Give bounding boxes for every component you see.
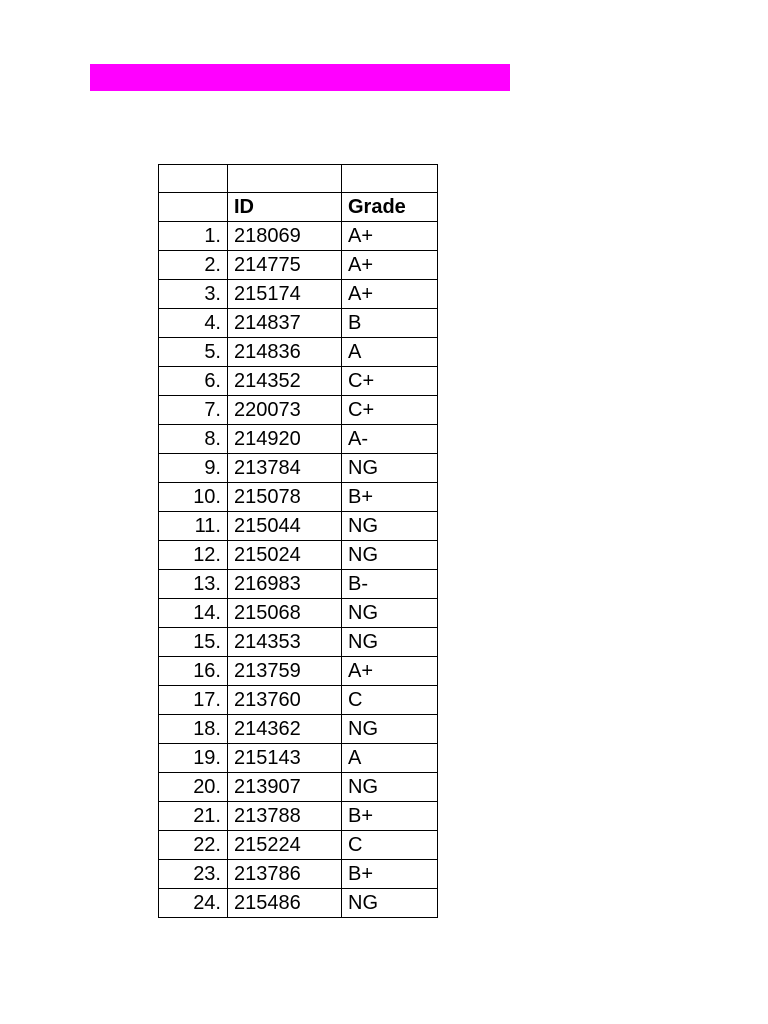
magenta-header-bar (90, 64, 510, 91)
table-row (159, 831, 438, 860)
row-number-cell: 16. (159, 657, 228, 686)
student-id-cell: 216983 (228, 570, 342, 599)
student-id-cell: 215078 (228, 483, 342, 512)
grade-cell: C (342, 686, 438, 715)
grade-cell: NG (342, 541, 438, 570)
student-id-cell: 214362 (228, 715, 342, 744)
empty-cell (159, 165, 228, 193)
student-id-cell: 215068 (228, 599, 342, 628)
grade-cell: B+ (342, 483, 438, 512)
student-id-cell: 214837 (228, 309, 342, 338)
grade-cell: NG (342, 889, 438, 918)
student-id-cell: 214920 (228, 425, 342, 454)
student-id-cell: 213907 (228, 773, 342, 802)
student-id-cell: 213759 (228, 657, 342, 686)
header-id-cell: ID (228, 193, 342, 222)
student-id-cell: 215224 (228, 831, 342, 860)
table-row (159, 309, 438, 338)
grade-cell: A+ (342, 251, 438, 280)
grade-cell: C+ (342, 396, 438, 425)
header-grade-cell: Grade (342, 193, 438, 222)
row-number-cell: 9. (159, 454, 228, 483)
row-number-cell: 8. (159, 425, 228, 454)
grade-cell: A (342, 744, 438, 773)
grade-cell: NG (342, 773, 438, 802)
grade-cell: C (342, 831, 438, 860)
student-id-cell: 213786 (228, 860, 342, 889)
table-row (159, 802, 438, 831)
table-row (159, 396, 438, 425)
grade-cell: A- (342, 425, 438, 454)
row-number-cell: 19. (159, 744, 228, 773)
table-row (159, 541, 438, 570)
table-row (159, 512, 438, 541)
grade-cell: A+ (342, 657, 438, 686)
student-id-cell: 215143 (228, 744, 342, 773)
grades-table (158, 164, 438, 918)
table-row (159, 483, 438, 512)
row-number-cell: 5. (159, 338, 228, 367)
student-id-cell: 215024 (228, 541, 342, 570)
row-number-cell: 13. (159, 570, 228, 599)
table-row (159, 367, 438, 396)
table-row (159, 338, 438, 367)
student-id-cell: 215486 (228, 889, 342, 918)
table-row (159, 657, 438, 686)
student-id-cell: 213788 (228, 802, 342, 831)
student-id-cell: 213784 (228, 454, 342, 483)
grade-cell: C+ (342, 367, 438, 396)
grade-cell: NG (342, 454, 438, 483)
student-id-cell: 214775 (228, 251, 342, 280)
row-number-cell: 21. (159, 802, 228, 831)
table-row (159, 715, 438, 744)
table-row (159, 251, 438, 280)
row-number-cell: 10. (159, 483, 228, 512)
grade-cell: B+ (342, 860, 438, 889)
table-row (159, 889, 438, 918)
row-number-cell: 7. (159, 396, 228, 425)
row-number-cell: 2. (159, 251, 228, 280)
row-number-cell: 3. (159, 280, 228, 309)
table-row (159, 599, 438, 628)
row-number-cell: 12. (159, 541, 228, 570)
table-row (159, 628, 438, 657)
table-row (159, 744, 438, 773)
grade-cell: A (342, 338, 438, 367)
empty-top-row (159, 165, 438, 193)
row-number-cell: 1. (159, 222, 228, 251)
grade-cell: B- (342, 570, 438, 599)
student-id-cell: 215044 (228, 512, 342, 541)
student-id-cell: 215174 (228, 280, 342, 309)
row-number-cell: 24. (159, 889, 228, 918)
row-number-cell: 22. (159, 831, 228, 860)
row-number-cell: 17. (159, 686, 228, 715)
grade-cell: B (342, 309, 438, 338)
row-number-cell: 11. (159, 512, 228, 541)
row-number-cell: 23. (159, 860, 228, 889)
table-row (159, 222, 438, 251)
grade-cell: A+ (342, 222, 438, 251)
table-row (159, 570, 438, 599)
table-row (159, 686, 438, 715)
student-id-cell: 213760 (228, 686, 342, 715)
table-row (159, 425, 438, 454)
row-number-cell: 18. (159, 715, 228, 744)
row-number-cell: 20. (159, 773, 228, 802)
grade-cell: NG (342, 512, 438, 541)
header-number-cell (159, 193, 228, 222)
row-number-cell: 15. (159, 628, 228, 657)
row-number-cell: 14. (159, 599, 228, 628)
student-id-cell: 214352 (228, 367, 342, 396)
grade-cell: A+ (342, 280, 438, 309)
table-row (159, 860, 438, 889)
empty-cell (342, 165, 438, 193)
table-row (159, 773, 438, 802)
table-row (159, 454, 438, 483)
grade-cell: NG (342, 628, 438, 657)
empty-cell (228, 165, 342, 193)
grade-cell: NG (342, 599, 438, 628)
row-number-cell: 4. (159, 309, 228, 338)
student-id-cell: 214353 (228, 628, 342, 657)
student-id-cell: 220073 (228, 396, 342, 425)
student-id-cell: 214836 (228, 338, 342, 367)
grade-cell: NG (342, 715, 438, 744)
table-row (159, 280, 438, 309)
student-id-cell: 218069 (228, 222, 342, 251)
header-row (159, 193, 438, 222)
grade-cell: B+ (342, 802, 438, 831)
row-number-cell: 6. (159, 367, 228, 396)
